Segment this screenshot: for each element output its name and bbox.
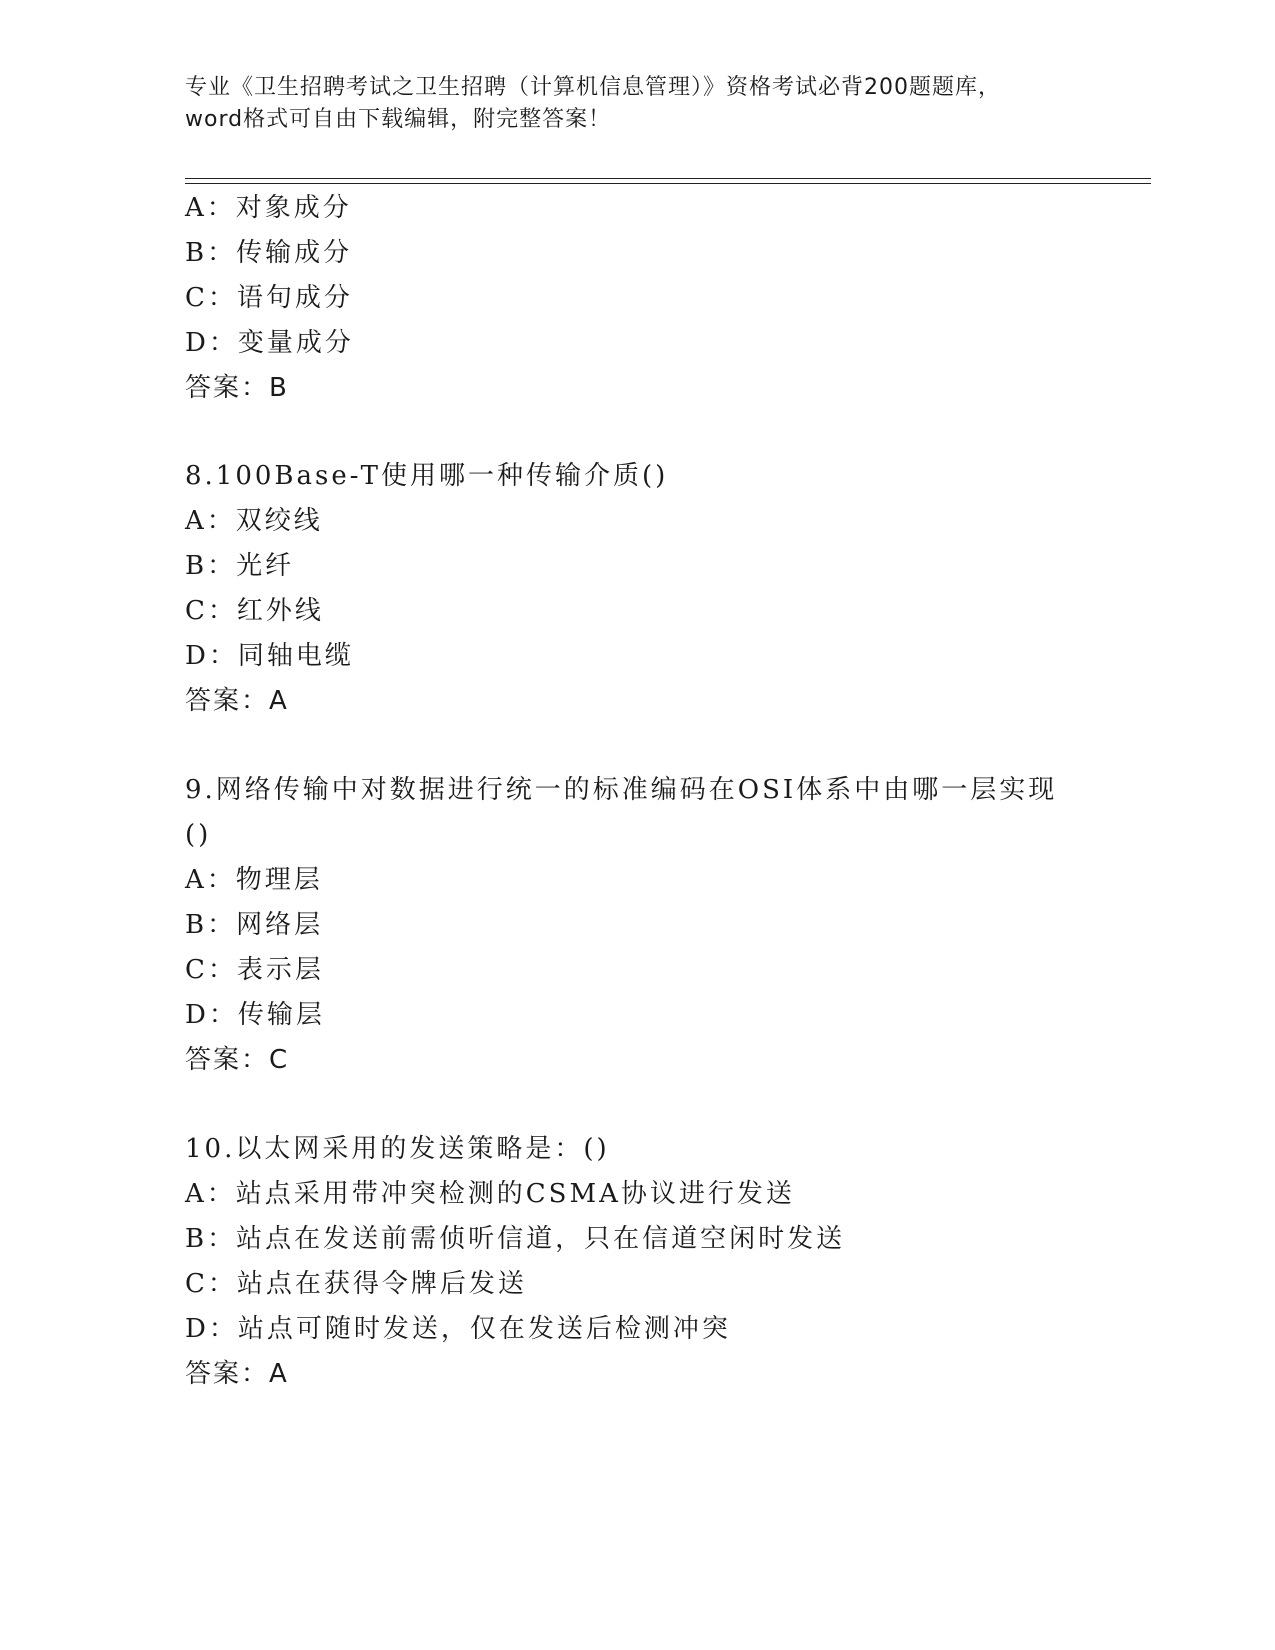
q8-question: 8.100Base-T使用哪一种传输介质() bbox=[185, 461, 669, 491]
q10-option-a: A：站点采用带冲突检测的CSMA协议进行发送 bbox=[185, 1179, 795, 1209]
q8-option-b: B：光纤 bbox=[185, 551, 295, 581]
q8-option-d: D：同轴电缆 bbox=[185, 641, 354, 671]
q9-option-c: C：表示层 bbox=[185, 955, 324, 985]
q9-question-line-1: 9.网络传输中对数据进行统一的标准编码在OSI体系中由哪一层实现 bbox=[185, 775, 1058, 805]
q9-option-d: D：传输层 bbox=[185, 1000, 325, 1030]
q7-option-a: A：对象成分 bbox=[185, 193, 352, 223]
header-title-line-2: word格式可自由下载编辑，附完整答案！ bbox=[185, 107, 612, 132]
q10-answer: 答案：A bbox=[185, 1359, 289, 1389]
q10-option-c: C：站点在获得令牌后发送 bbox=[185, 1269, 527, 1299]
header-title-line-1: 专业《卫生招聘考试之卫生招聘（计算机信息管理）》资格考试必背200题题库， bbox=[185, 75, 1001, 100]
q9-question-line-2: () bbox=[185, 820, 212, 850]
header-divider-bottom bbox=[185, 183, 1151, 184]
q8-option-c: C：红外线 bbox=[185, 596, 324, 626]
header-divider-top bbox=[185, 178, 1151, 179]
q9-option-a: A：物理层 bbox=[185, 865, 323, 895]
document-header bbox=[185, 72, 1085, 136]
q7-answer: 答案：B bbox=[185, 373, 289, 403]
q7-option-c: C：语句成分 bbox=[185, 283, 353, 313]
q8-answer: 答案：A bbox=[185, 686, 289, 716]
q9-option-b: B：网络层 bbox=[185, 910, 324, 940]
q10-option-b: B：站点在发送前需侦听信道，只在信道空闲时发送 bbox=[185, 1224, 846, 1254]
q7-option-d: D：变量成分 bbox=[185, 328, 354, 358]
q10-question: 10.以太网采用的发送策略是：() bbox=[185, 1134, 610, 1164]
q10-option-d: D：站点可随时发送，仅在发送后检测冲突 bbox=[185, 1314, 731, 1344]
q9-answer: 答案：C bbox=[185, 1045, 290, 1075]
q7-option-b: B：传输成分 bbox=[185, 238, 353, 268]
q8-option-a: A：双绞线 bbox=[185, 506, 323, 536]
